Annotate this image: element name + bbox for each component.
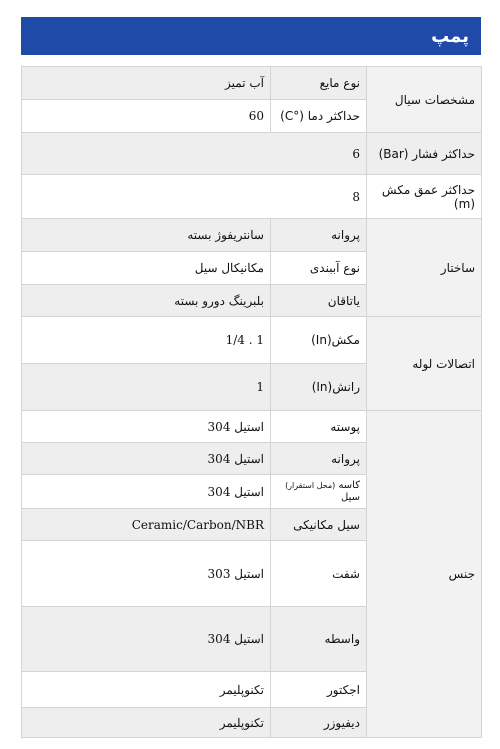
seal-type-label: نوع آببندی	[271, 252, 367, 285]
max-suction-value: 8	[22, 175, 367, 219]
table-row	[22, 175, 482, 219]
shaft-label: شفت	[271, 541, 367, 607]
spec-table	[21, 66, 482, 738]
table-row	[22, 67, 482, 100]
max-pressure-label: حداکثر فشار (Bar)	[367, 133, 482, 175]
header-bar	[21, 17, 481, 55]
diffuser-value: تکنوپلیمر	[22, 708, 271, 738]
seal-seat-label	[271, 475, 367, 509]
diffuser-label: دیفیوزر	[271, 708, 367, 738]
material-impeller-value: استیل 304	[22, 443, 271, 475]
seal-seat-label-main: کاسه	[338, 479, 360, 491]
max-suction-label: حداکثر عمق مکش (m)	[367, 175, 482, 219]
table-row	[22, 411, 482, 443]
discharge-value: 1	[22, 364, 271, 411]
adapter-label: واسطه	[271, 607, 367, 672]
mech-seal-label: سیل مکانیکی	[271, 509, 367, 541]
shell-value: استیل 304	[22, 411, 271, 443]
max-temp-label: حداکثر دما (°C)	[271, 100, 367, 133]
ejector-label: اجکتور	[271, 672, 367, 708]
liquid-type-label: نوع مایع	[271, 67, 367, 100]
header-title: پمپ	[431, 25, 469, 47]
seal-seat-label-note: (محل استقرار)	[285, 480, 336, 490]
table-row	[22, 317, 482, 364]
suction-label: مکش(In)	[271, 317, 367, 364]
table-row	[22, 133, 482, 175]
impeller-value: سانتریفوژ بسته	[22, 219, 271, 252]
shell-label: پوسته	[271, 411, 367, 443]
bearing-value: بلبرینگ دورو بسته	[22, 285, 271, 317]
group-material: جنس	[367, 411, 482, 738]
table-row	[22, 219, 482, 252]
bearing-label: یاتاقان	[271, 285, 367, 317]
mech-seal-value: Ceramic/Carbon/NBR	[22, 509, 271, 541]
group-fluid: مشخصات سیال	[367, 67, 482, 133]
seal-seat-label-end: سیل	[341, 491, 360, 503]
material-impeller-label: پروانه	[271, 443, 367, 475]
group-structure: ساختار	[367, 219, 482, 317]
shaft-value: استیل 303	[22, 541, 271, 607]
discharge-label: رانش(In)	[271, 364, 367, 411]
suction-value: 1 . 1/4	[22, 317, 271, 364]
adapter-value: استیل 304	[22, 607, 271, 672]
group-connections: اتصالات لوله	[367, 317, 482, 411]
impeller-label: پروانه	[271, 219, 367, 252]
ejector-value: تکنوپلیمر	[22, 672, 271, 708]
liquid-type-value: آب تمیز	[22, 67, 271, 100]
max-pressure-value: 6	[22, 133, 367, 175]
seal-type-value: مکانیکال سیل	[22, 252, 271, 285]
max-temp-value: 60	[22, 100, 271, 133]
seal-seat-value: استیل 304	[22, 475, 271, 509]
